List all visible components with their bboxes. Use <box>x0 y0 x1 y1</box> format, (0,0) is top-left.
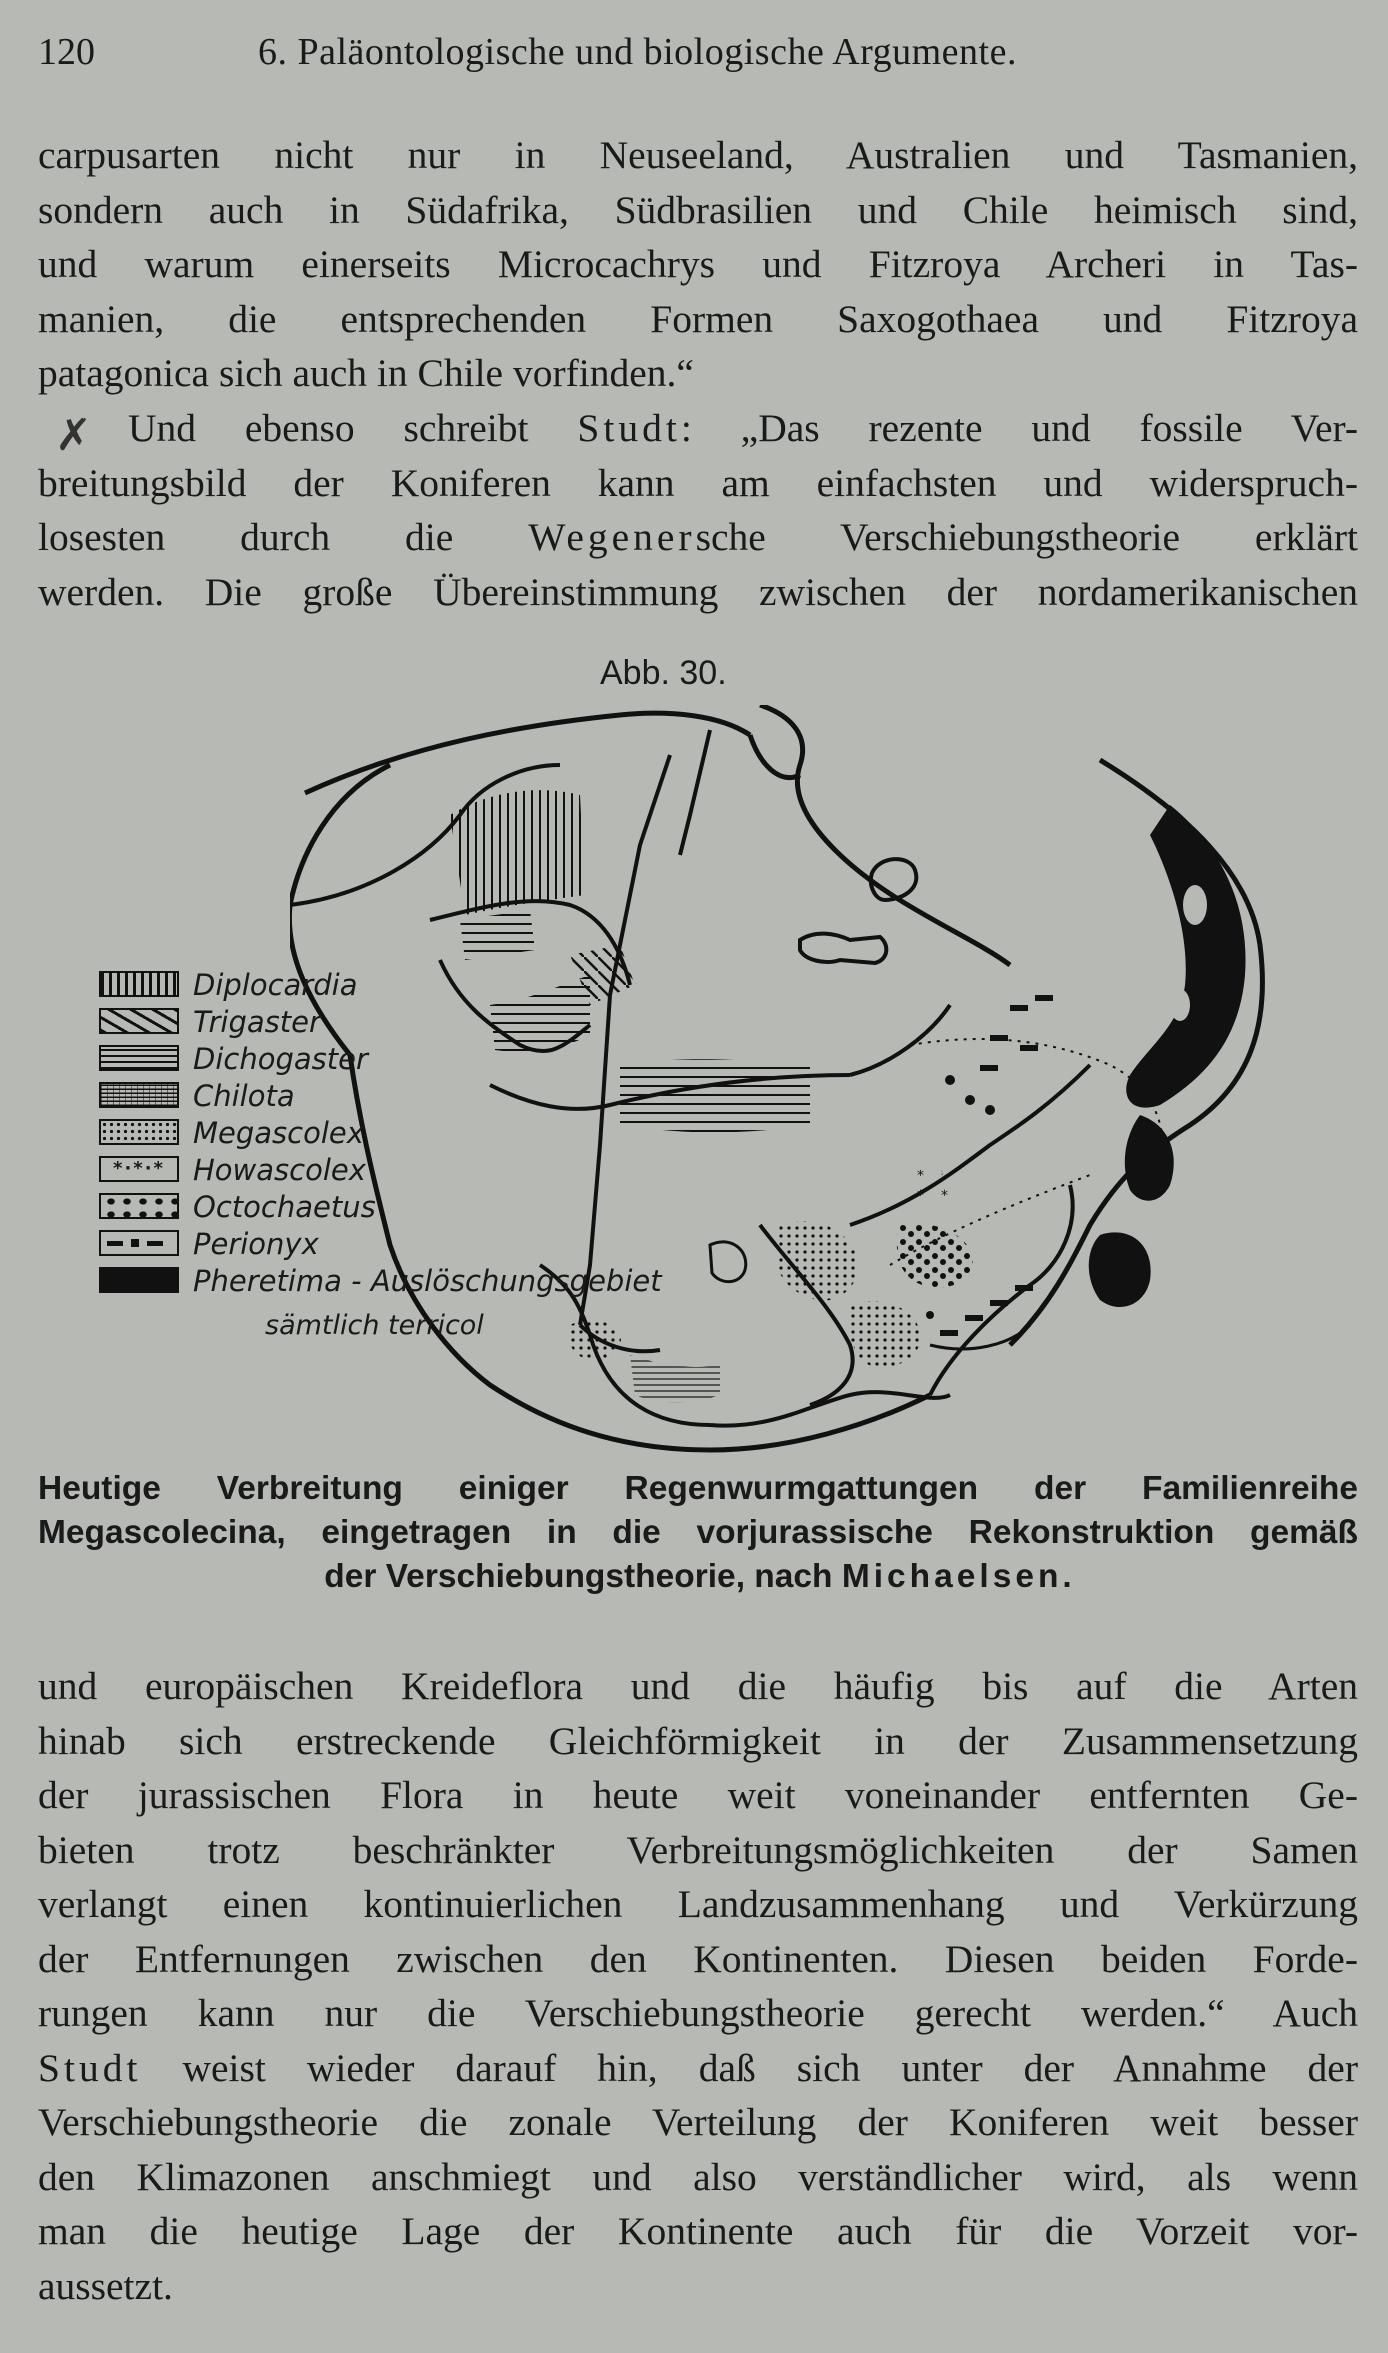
margin-mark-icon: ✗ <box>55 411 92 460</box>
text-line: verlangt einen kontinuierlichen Landzusammenhang und Verkürzung <box>38 1882 1358 1926</box>
author-name: Studt <box>577 406 681 450</box>
paragraph-3 <box>38 1659 1358 2313</box>
author-name: Wegener <box>528 515 696 559</box>
text-line: den Klimazonen anschmiegt und also verständlicher wird, als wenn <box>38 2154 1358 2199</box>
page-number: 120 <box>38 31 95 73</box>
text-line: breitungsbild der Koniferen kann am einfachsten und widerspruch- <box>38 460 1358 505</box>
author-name: Studt <box>38 2045 142 2090</box>
horizontal-lines-swatch <box>99 1045 179 1071</box>
text-line <box>38 2041 1358 2096</box>
text-fragment: Und ebenso schreibt <box>128 406 578 450</box>
text-line: und europäischen Kreideflora und die häufig bis auf die Arten <box>38 1664 1358 1708</box>
author-name: Michaelsen <box>841 1558 1063 1595</box>
text-fragment: weist wieder darauf hin, daß sich unter der Annahme der <box>141 2045 1358 2090</box>
legend-label: Dichogaster <box>193 1042 368 1076</box>
text-line: aussetzt. <box>38 2263 173 2308</box>
text-line: hinab sich erstreckende Gleichförmigkeit in der Zusammensetzung <box>38 1718 1358 1763</box>
solid-black-swatch <box>99 1267 179 1293</box>
paragraph-1 <box>38 128 1358 401</box>
dots-swatch <box>99 1119 179 1145</box>
caption-line: Heutige Verbreitung einiger Regenwurmgattungen der Familienreihe <box>38 1470 1358 1507</box>
text-fragment: der Verschiebungstheorie, nach <box>324 1558 842 1595</box>
legend-label: Pheretima - Auslöschungsgebiet <box>193 1264 662 1298</box>
legend-label: Diplocardia <box>193 968 358 1002</box>
legend-label: Megascolex <box>193 1116 364 1150</box>
legend-label: Chilota <box>193 1079 295 1113</box>
pangaea-map <box>290 705 1280 1455</box>
text-fragment: losesten durch die <box>38 515 529 559</box>
text-line: der Entfernungen zwischen den Kontinenten. Diesen beiden Forde- <box>38 1936 1358 1981</box>
text-line: Verschiebungstheorie die zonale Verteilung der Koniferen weit besser <box>38 2100 1358 2144</box>
paragraph-2 <box>38 401 1358 619</box>
text-line <box>38 401 1358 456</box>
text-fragment: : „Das rezente und fossile Ver- <box>680 406 1358 450</box>
text-fragment: . <box>1062 1558 1072 1595</box>
figure-label: Abb. 30. <box>600 654 727 692</box>
dashes-swatch <box>99 1230 179 1256</box>
legend-label: Perionyx <box>193 1227 319 1261</box>
legend-label: Howascolex <box>193 1153 366 1187</box>
text-line <box>38 510 1358 565</box>
large-dots-swatch <box>99 1193 179 1219</box>
legend-note: sämtlich terricol <box>265 1310 484 1341</box>
running-title: 6. Paläontologische und biologische Argumente. <box>258 31 1017 73</box>
text-line: sondern auch in Südafrika, Südbrasilien und Chile heimisch sind, <box>38 187 1358 232</box>
caption-line: Megascolecina, eingetragen in die vorjurassische Rekonstruktion gemäß <box>38 1514 1358 1551</box>
legend-label: Trigaster <box>193 1005 321 1039</box>
text-line: carpusarten nicht nur in Neuseeland, Australien und Tasmanien, <box>38 133 1358 177</box>
text-line: manien, die entsprechenden Formen Saxogothaea und Fitzroya <box>38 296 1358 341</box>
text-line: rungen kann nur die Verschiebungstheorie gerecht werden.“ Auch <box>38 1991 1358 2035</box>
text-line: man die heutige Lage der Kontinente auch für die Vorzeit vor- <box>38 2209 1358 2253</box>
figure-caption <box>38 1467 1358 1599</box>
legend-label: Octochaetus <box>193 1190 376 1224</box>
fine-lines-swatch <box>99 1082 179 1108</box>
text-line: und warum einerseits Microcachrys und Fitzroya Archeri in Tas- <box>38 242 1358 286</box>
text-line: werden. Die große Übereinstimmung zwischen der nordamerikanischen <box>38 569 1358 614</box>
caption-line <box>38 1555 1358 1599</box>
vertical-lines-swatch <box>99 971 179 997</box>
diagonal-lines-swatch <box>99 1008 179 1034</box>
text-line: der jurassischen Flora in heute weit voneinander entfernten Ge- <box>38 1773 1358 1817</box>
text-line: patagonica sich auch in Chile vorfinden.“ <box>38 351 694 395</box>
text-line: bieten trotz beschränkter Verbreitungsmöglichkeiten der Samen <box>38 1827 1358 1872</box>
text-fragment: sche Verschiebungstheorie erklärt <box>695 515 1359 559</box>
stars-swatch: *·*·* <box>99 1156 179 1182</box>
page-header <box>38 22 1358 82</box>
